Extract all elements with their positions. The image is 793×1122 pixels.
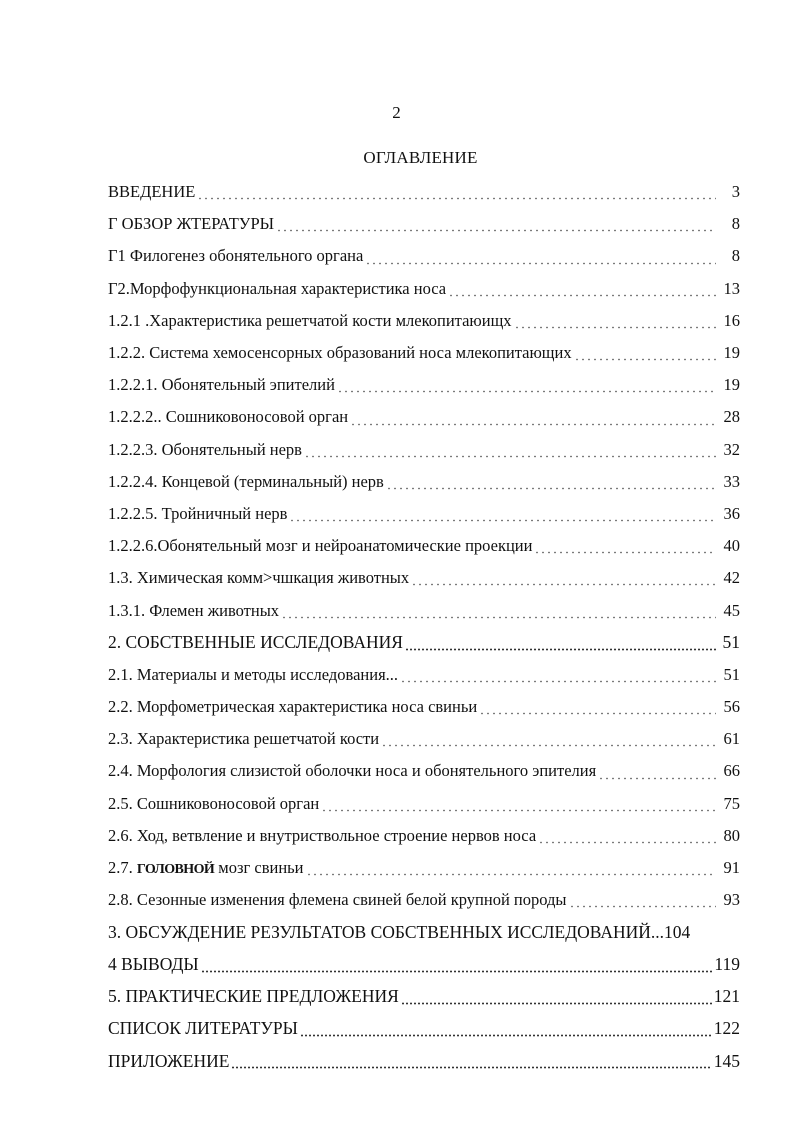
toc-entry-page: 13 xyxy=(723,278,740,298)
dot-leader xyxy=(538,828,716,844)
dot-leader xyxy=(197,184,716,200)
toc-entry-1-2-2-3[interactable] xyxy=(108,434,740,466)
dot-leader xyxy=(306,860,716,876)
toc-entry-label: 1.2.1 .Характеристика решетчатой кости млекопитаюищх xyxy=(108,310,512,330)
dot-leader xyxy=(448,281,716,297)
toc-entry-label: СПИСОК ЛИТЕРАТУРЫ xyxy=(108,1018,298,1039)
toc-entry-page: 33 xyxy=(723,471,740,491)
toc-entry-label: Г ОБЗОР ЖТЕРАТУРЫ xyxy=(108,214,275,234)
toc-entry-1-3[interactable] xyxy=(108,562,740,594)
toc-entry-1-2-2-1[interactable] xyxy=(108,369,740,401)
toc-entry-page: 19 xyxy=(723,343,740,363)
dot-leader xyxy=(337,377,716,393)
toc-entry-label-bold: ГОЛОВНОЙ xyxy=(136,862,215,878)
toc-entry-1-2[interactable] xyxy=(108,273,740,305)
toc-entry-2-2[interactable] xyxy=(108,691,740,723)
toc-entry-label: 5. ПРАКТИЧЕСКИЕ ПРЕДЛОЖЕНИЯ xyxy=(108,986,399,1007)
toc-entry-references[interactable] xyxy=(108,1013,740,1045)
dot-leader xyxy=(534,538,716,554)
dot-leader xyxy=(289,506,716,522)
toc-entry-1-2-2-6[interactable] xyxy=(108,530,740,562)
dot-leader xyxy=(514,313,716,329)
toc-entry-1-2-2-5[interactable] xyxy=(108,498,740,530)
toc-entry-appendix[interactable] xyxy=(108,1045,740,1077)
dot-leader xyxy=(300,1021,712,1037)
toc-entry-label xyxy=(108,858,304,878)
toc-entry-label: 1.2.2.5. Тройничный нерв xyxy=(108,503,288,523)
toc-entry-2-6[interactable] xyxy=(108,820,740,852)
toc-entry-label: 2.3. Характеристика решетчатой кости xyxy=(108,729,380,749)
toc-entry-page: 51 xyxy=(723,664,740,684)
toc-entry-1-2-2-4[interactable] xyxy=(108,466,740,498)
toc-entry-own-research[interactable] xyxy=(108,627,740,659)
dot-leader xyxy=(386,474,716,490)
toc-entry-2-4[interactable] xyxy=(108,755,740,787)
toc-entry-label: ПРИЛОЖЕНИЕ xyxy=(108,1050,230,1071)
toc-entry-page: 121 xyxy=(713,986,740,1007)
toc-entry-2-3[interactable] xyxy=(108,723,740,755)
toc-entry-label: 2.5. Сошниковоносовой орган xyxy=(108,793,320,813)
toc-entry-label: 1.2.2.1. Обонятельный эпителий xyxy=(108,375,335,395)
toc-entry-page: 122 xyxy=(713,1018,740,1039)
toc-entry-label: 2.8. Сезонные изменения флемена свиней белой крупной породы xyxy=(108,890,567,910)
dot-leader xyxy=(479,699,716,715)
toc-entry-page: 42 xyxy=(723,568,740,588)
toc-entry-page: 40 xyxy=(723,536,740,556)
toc-entry-label: 4 ВЫВОДЫ xyxy=(108,954,199,975)
toc-entry-1-2-1[interactable] xyxy=(108,305,740,337)
toc-entry-2-1[interactable] xyxy=(108,659,740,691)
toc-entry-label: 1.2.2.6.Обонятельный мозг и нейроанатомические проекции xyxy=(108,536,533,556)
dot-leader xyxy=(400,667,716,683)
table-of-contents xyxy=(108,176,740,1077)
toc-entry-label: 1.2.2.3. Обонятельный нерв xyxy=(108,439,302,459)
toc-entry-page: 16 xyxy=(723,310,740,330)
toc-entry-conclusions[interactable] xyxy=(108,949,740,981)
page-number: 2 xyxy=(392,103,401,122)
toc-entry-page: 36 xyxy=(723,503,740,523)
dot-leader xyxy=(350,410,716,426)
toc-entry-label: ВВЕДЕНИЕ xyxy=(108,182,196,202)
dot-leader xyxy=(405,635,716,651)
toc-entry-page: 8 xyxy=(731,246,740,266)
toc-entry-label: 2.4. Морфология слизистой оболочки носа и обонятельного эпителия xyxy=(108,761,597,781)
toc-entry-label: Г2.Морфофункциональная характеристика носа xyxy=(108,278,447,298)
dot-leader xyxy=(304,442,716,458)
toc-entry-2-7[interactable] xyxy=(108,852,740,884)
toc-entry-1-2-2[interactable] xyxy=(108,337,740,369)
toc-entry-2-5[interactable] xyxy=(108,788,740,820)
toc-entry-page: 119 xyxy=(714,954,740,975)
dot-leader xyxy=(365,249,716,265)
dot-leader xyxy=(321,796,716,812)
toc-entry-page: 32 xyxy=(723,439,740,459)
toc-entry-label: 2. СОБСТВЕННЫЕ ИССЛЕДОВАНИЯ xyxy=(108,632,403,653)
toc-entry-label-suffix: мозг свиньи xyxy=(214,858,304,878)
toc-entry-page: 145 xyxy=(713,1050,740,1071)
toc-entry-practical-proposals[interactable] xyxy=(108,981,740,1013)
dot-leader xyxy=(569,892,716,908)
toc-entry-label: 2.1. Материалы и методы исследования... xyxy=(108,664,399,684)
toc-entry-page: 51 xyxy=(722,632,740,653)
dot-leader xyxy=(276,216,716,232)
dot-leader xyxy=(574,345,716,361)
toc-entry-introduction[interactable] xyxy=(108,176,740,208)
toc-entry-label-prefix: 2.7. xyxy=(108,858,137,878)
toc-title: ОГЛАВЛЕНИЕ xyxy=(363,148,478,167)
toc-entry-1-1[interactable] xyxy=(108,240,740,272)
toc-entry-page: 28 xyxy=(723,407,740,427)
toc-entry-page: 91 xyxy=(723,858,740,878)
dot-leader xyxy=(401,989,712,1005)
dot-leader xyxy=(281,603,716,619)
toc-entry-page: 93 xyxy=(723,890,740,910)
toc-entry-page: 104 xyxy=(664,921,691,942)
toc-entry-page: 61 xyxy=(723,729,740,749)
toc-entry-1-3-1[interactable] xyxy=(108,594,740,626)
toc-entry-literature-review[interactable] xyxy=(108,208,740,240)
toc-entry-label: 1.2.2.4. Концевой (терминальный) нерв xyxy=(108,471,384,491)
toc-entry-page: 66 xyxy=(723,761,740,781)
toc-entry-label: 2.6. Ход, ветвление и внутриствольное строение нервов носа xyxy=(108,825,537,845)
dot-leader xyxy=(411,570,716,586)
toc-entry-2-8[interactable] xyxy=(108,884,740,916)
dot-leader xyxy=(231,1053,711,1069)
toc-entry-label: 1.3.1. Флемен животных xyxy=(108,600,280,620)
toc-entry-1-2-2-2[interactable] xyxy=(108,401,740,433)
toc-entry-page: 45 xyxy=(723,600,740,620)
toc-entry-label: 2.2. Морфометрическая характеристика носа свиньи xyxy=(108,697,478,717)
toc-entry-discussion[interactable] xyxy=(108,916,740,948)
toc-entry-page: 19 xyxy=(723,375,740,395)
toc-entry-label: 1.2.2.2.. Сошниковоносовой орган xyxy=(108,407,349,427)
toc-entry-page: 75 xyxy=(723,793,740,813)
toc-entry-page: 80 xyxy=(723,825,740,845)
dot-leader xyxy=(598,764,716,780)
toc-entry-page: 3 xyxy=(731,182,740,202)
toc-entry-label: 1.3. Химическая комм>чшкация животных xyxy=(108,568,410,588)
dot-leader xyxy=(381,731,716,747)
toc-entry-label: 3. ОБСУЖДЕНИЕ РЕЗУЛЬТАТОВ СОБСТВЕННЫХ ИССЛЕДОВАНИЙ... xyxy=(108,921,665,942)
dot-leader xyxy=(201,957,713,973)
toc-entry-page: 8 xyxy=(731,214,740,234)
toc-entry-label: 1.2.2. Система хемосенсорных образований носа млекопитающих xyxy=(108,343,572,363)
toc-entry-page: 56 xyxy=(723,697,740,717)
toc-entry-label: Г1 Филогенез обонятельного органа xyxy=(108,246,364,266)
